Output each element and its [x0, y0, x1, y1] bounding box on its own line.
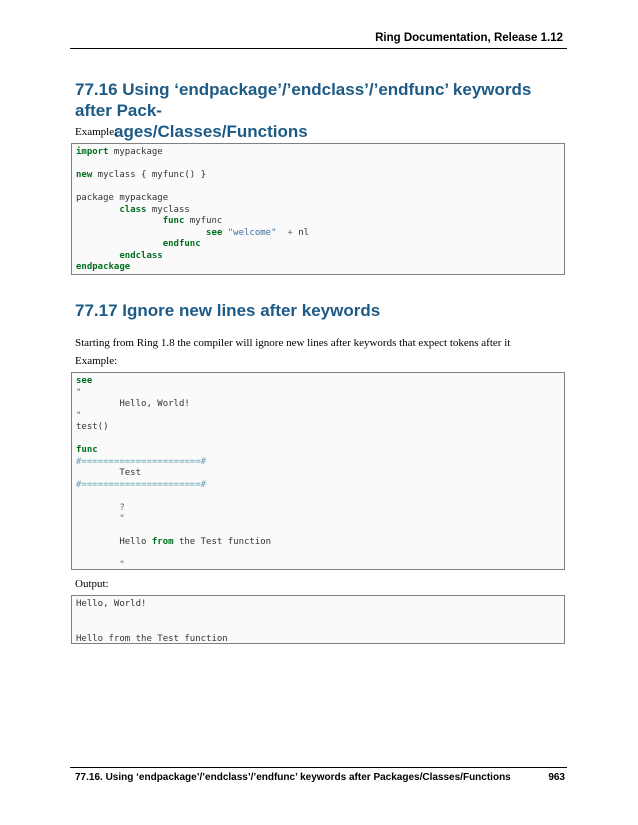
section-heading-77-17: [75, 300, 565, 321]
header-rule: [70, 48, 567, 49]
section-number: 77.16: [75, 80, 118, 99]
code-block-package-example: import mypackage new myclass { myfunc() } package mypackage class myclass func myfunc see "welcome" + nl endfunc endclass endpackage: [71, 143, 565, 275]
section-title-text: Using ‘endpackage’/’endclass’/’endfunc’ keywords after Pack-: [75, 80, 532, 120]
output-label: Output:: [75, 578, 109, 590]
page-number: 963: [548, 772, 565, 783]
section-number: 77.17: [75, 301, 118, 320]
footer-rule: [70, 767, 567, 768]
example-label: Example:: [75, 355, 118, 367]
footer-section-ref: 77.16. Using ‘endpackage’/’endclass’/’endfunc’ keywords after Packages/Classes/Functions: [75, 772, 511, 783]
section-title-continuation: ages/Classes/Functions: [114, 122, 308, 141]
section-heading-77-16: [75, 79, 565, 142]
running-footer: [75, 772, 565, 783]
section-description: Starting from Ring 1.8 the compiler will ignore new lines after keywords that expect tokens after it: [75, 337, 511, 349]
running-header: Ring Documentation, Release 1.12: [375, 32, 563, 44]
code-block-newlines-example: see " Hello, World! " test() func #======================# Test #======================# ? " Hello from the Test function ": [71, 372, 565, 570]
code-block-output: Hello, World! Hello from the Test function: [71, 595, 565, 644]
section-title-text: Ignore new lines after keywords: [122, 301, 381, 320]
example-label: Example:: [75, 126, 118, 138]
